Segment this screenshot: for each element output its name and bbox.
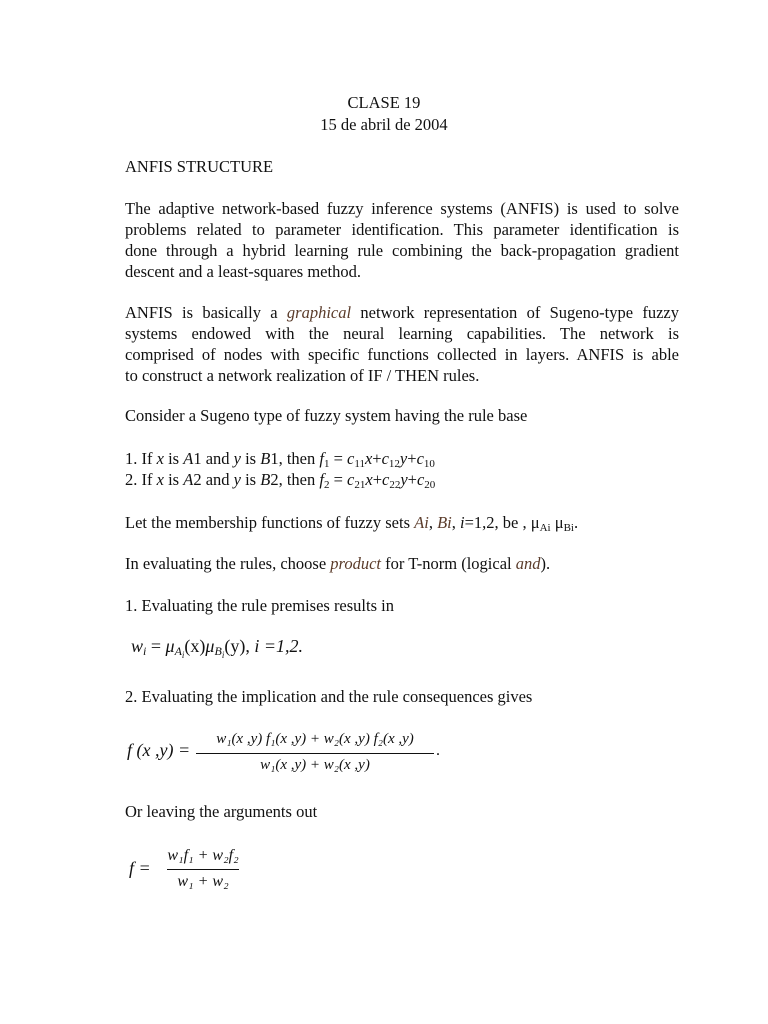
consider-line: Consider a Sugeno type of fuzzy system having the rule base (125, 406, 528, 425)
membership-line: Let the membership functions of fuzzy sets Ai, Bi, i=1,2, be , $\mu_{Ai}$ $\mu_{Bi}$. (125, 513, 579, 534)
para1-line-1: The adaptive network-based fuzzy inference systems (ANFIS) is used to solve (125, 199, 679, 218)
rule-2: 2. If x is A2 and y is B2, then $f_2 = c_{21}x+c_{22}y+c_{20}$ (125, 470, 436, 491)
para2-line-1: ANFIS is basically a graphical network representation of Sugeno-type fuzzy (125, 303, 679, 322)
equation-2-period: . (436, 742, 440, 759)
leaving-line: Or leaving the arguments out (125, 802, 318, 821)
rule-1: 1. If x is A1 and y is B1, then $f_1 = c_{11}x+c_{12}y+c_{10}$ (125, 449, 435, 470)
equation-3-lhs: f = (129, 858, 151, 878)
section-title: ANFIS STRUCTURE (125, 157, 274, 176)
step1-line: 1. Evaluating the rule premises results in (125, 596, 394, 615)
equation-2-denominator: w₁(x ,y) + w₂(x ,y) (260, 757, 370, 773)
equation-2-fraction-bar (196, 753, 434, 754)
para2-line-3: comprised of nodes with specific functions collected in layers. ANFIS is able (125, 345, 679, 364)
step2-line: 2. Evaluating the implication and the rule consequences gives (125, 687, 533, 706)
para1-line-2: problems related to parameter identification. This parameter identification is (125, 220, 679, 239)
doc-title: CLASE 19 (347, 93, 421, 112)
para1-line-4: descent and a least-squares method. (125, 262, 361, 281)
equation-3-numerator: w₁f₁ + w₂f₂ (167, 847, 239, 864)
para2-line-2: systems endowed with the neural learning capabilities. The network is (125, 324, 679, 343)
equation-2-numerator: w₁(x ,y) f₁(x ,y) + w₂(x ,y) f₂(x ,y) (216, 731, 414, 747)
para1-line-3: done through a hybrid learning rule combining the back-propagation gradient (125, 241, 679, 260)
equation-1: $w_i = \mu_{A_i}(x)\mu_{B_i}(y)$, i =1,2. (131, 636, 303, 660)
para2-line-4: to construct a network realization of IF / THEN rules. (125, 366, 480, 385)
doc-date: 15 de abril de 2004 (320, 115, 448, 134)
equation-2-lhs: f (x ,y) = (127, 740, 191, 760)
equation-3-denominator: w₁ + w₂ (177, 873, 229, 890)
tnorm-line: In evaluating the rules, choose product for T-norm (logical and). (125, 554, 551, 573)
equation-3-fraction-bar (167, 869, 239, 870)
